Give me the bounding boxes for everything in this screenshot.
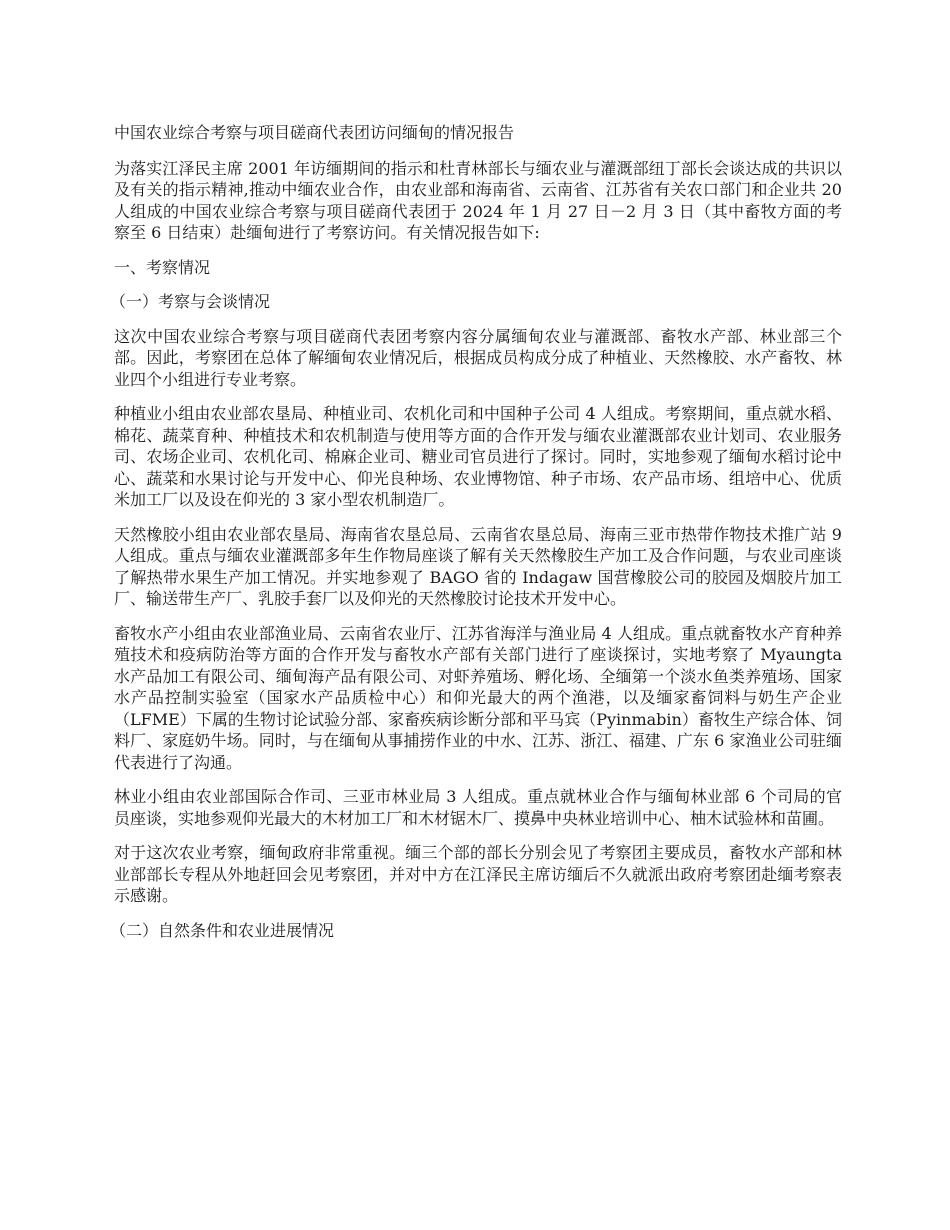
paragraph-forestry: 林业小组由农业部国际合作司、三亚市林业局 3 人组成。重点就林业合作与缅甸林业部 6 个司局的官员座谈，实地参观仰光最大的木材加工厂和木材锯木厂、摸鼻中央林业培训中心、柚木试验林和苗圃。 [114,787,842,828]
document-page [110,122,842,954]
subsection-heading-2: （二）自然条件和农业进展情况 [110,920,335,940]
document-title: 中国农业综合考察与项目磋商代表团访问缅甸的情况报告 [114,123,515,142]
paragraph-overview: 这次中国农业综合考察与项目磋商代表团考察内容分属缅甸农业与灌溉部、畜牧水产部、林业部三个部。因此，考察团在总体了解缅甸农业情况后，根据成员构成分成了种植业、天然橡胶、水产畜牧、林业四个小组进行专业考察。 [114,326,842,389]
paragraph-livestock-fishery: 畜牧水产小组由农业部渔业局、云南省农业厅、江苏省海洋与渔业局 4 人组成。重点就畜牧水产育种养殖技术和疫病防治等方面的合作开发与畜牧水产部有关部门进行了座谈探讨，实地考察了 Myaungta 水产品加工有限公司、缅甸海产品有限公司、对虾养殖场、孵化场、全缅第一个淡水鱼类养殖场、国家水产品控制实验室（国家水产品质检中心）和仰光最大的两个渔港，以及缅家畜饲料与奶生产企业（LFME）下属的生物讨论试验分部、家畜疾病诊断分部和平马宾（Pyinmabin）畜牧生产综合体、饲料厂、家庭奶牛场。同时，与在缅甸从事捕捞作业的中水、江苏、浙江、福建、广东 6 家渔业公司驻缅代表进行了沟通。 [114,623,842,772]
paragraph-planting: 种植业小组由农业部农垦局、种植业司、农机化司和中国种子公司 4 人组成。考察期间，重点就水稻、棉花、蔬菜育种、种植技术和农机制造与使用等方面的合作开发与缅农业灌溉部农业计划司、农业服务司、农场企业司、农机化司、棉麻企业司、糖业司官员进行了探讨。同时，实地参观了缅甸水稻讨论中心、蔬菜和水果讨论与开发中心、仰光良种场、农业博物馆、种子市场、农产品市场、组培中心、优质米加工厂以及设在仰光的 3 家小型农机制造厂。 [114,404,842,509]
subsection-heading-1: （一）考察与会谈情况 [110,292,271,311]
intro-paragraph: 为落实江泽民主席 2001 年访缅期间的指示和杜青林部长与缅农业与灌溉部纽丁部长会谈达成的共识以及有关的指示精神,推动中缅农业合作，由农业部和海南省、云南省、江苏省有关农口部门和企业共 20 人组成的中国农业综合考察与项目磋商代表团于 2024 年 1 月 27 日－2 月 3 日（其中畜牧方面的考察至 6 日结束）赴缅甸进行了考察访问。有关情况报告如下: [114,158,842,242]
section-heading-1: 一、考察情况 [114,257,211,277]
paragraph-government: 对于这次农业考察，缅甸政府非常重视。缅三个部的部长分别会见了考察团主要成员，畜牧水产部和林业部部长专程从外地赶回会见考察团，并对中方在江泽民主席访缅后不久就派出政府考察团赴缅考察表示感谢。 [114,843,842,905]
paragraph-rubber: 天然橡胶小组由农业部农垦局、海南省农垦总局、云南省农垦总局、海南三亚市热带作物技术推广站 9 人组成。重点与缅农业灌溉部多年生作物局座谈了解有关天然橡胶生产加工及合作问题，与农业司座谈了解热带水果生产加工情况。并实地参观了 BAGO 省的 Indagaw 国营橡胶公司的胶园及烟胶片加工厂、输送带生产厂、乳胶手套厂以及仰光的天然橡胶讨论技术开发中心。 [114,524,842,608]
